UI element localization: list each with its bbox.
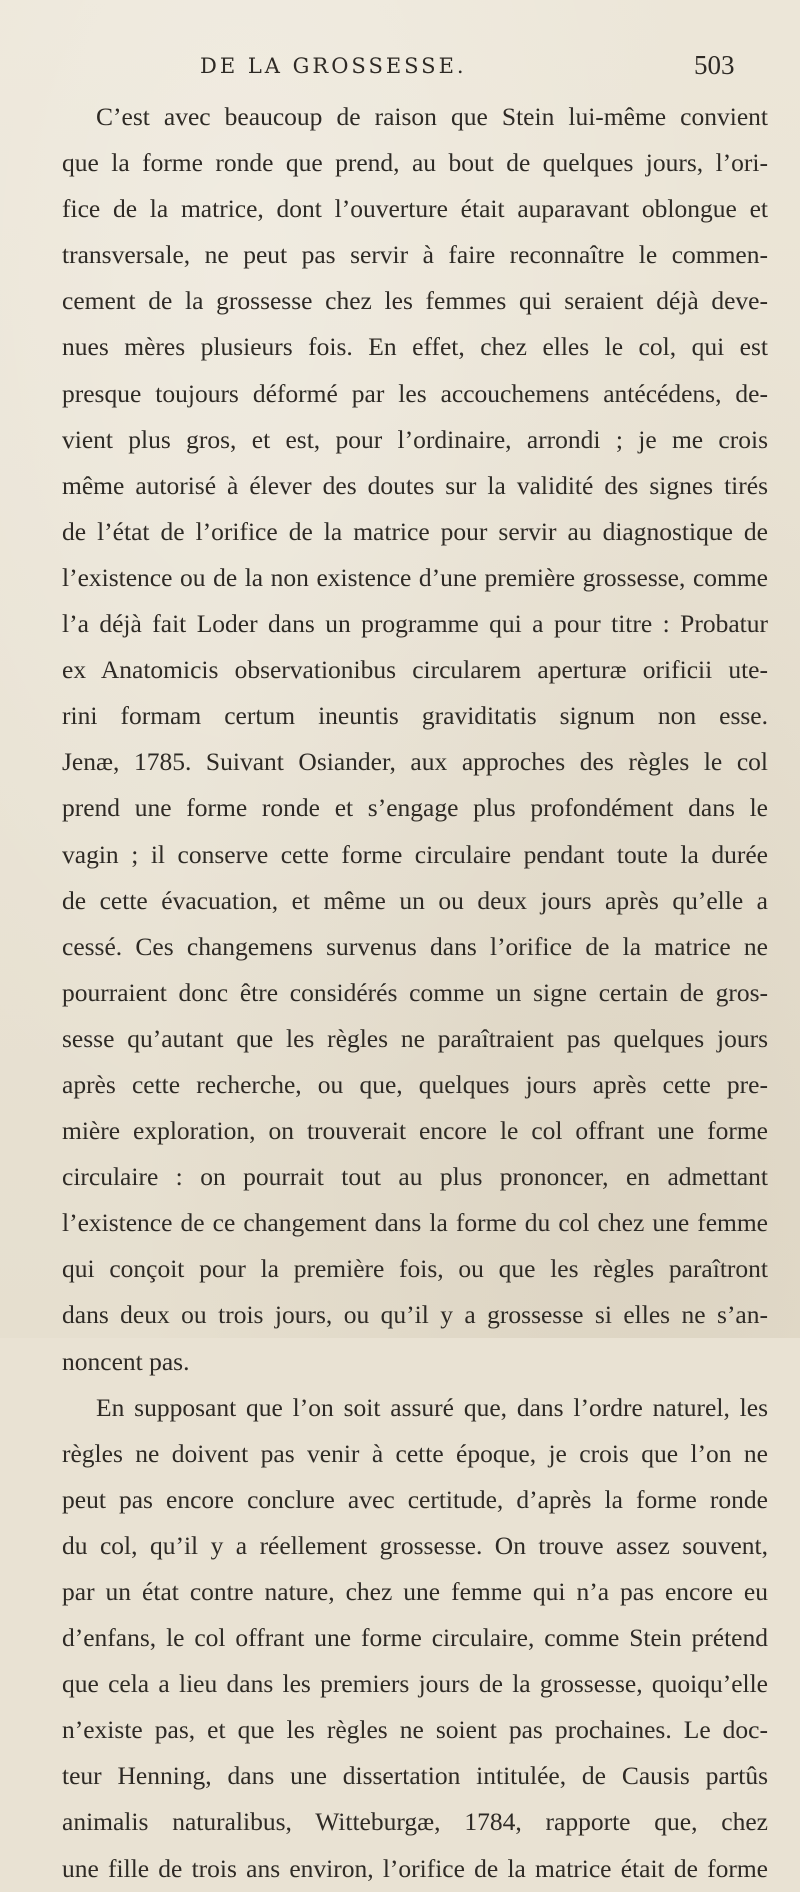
text-line: mière exploration, on trouverait encore le col offrant une forme: [62, 1116, 768, 1146]
text-line: l’existence ou de la non existence d’une première grossesse, comme: [62, 562, 768, 592]
text-line: dans deux ou trois jours, ou qu’il y a grossesse si elles ne s’an-: [62, 1300, 768, 1330]
text-line: que la forme ronde que prend, au bout de quelques jours, l’ori-: [62, 148, 768, 178]
text-line: vagin ; il conserve cette forme circulaire pendant toute la durée: [62, 839, 768, 869]
text-line: cement de la grossesse chez les femmes qui seraient déjà deve-: [62, 286, 768, 316]
text-line: du col, qu’il y a réellement grossesse. On trouve assez souvent,: [62, 1530, 768, 1560]
text-line: après cette recherche, ou que, quelques jours après cette pre-: [62, 1069, 768, 1099]
text-line: que cela a lieu dans les premiers jours de la grossesse, quoiqu’elle: [62, 1669, 768, 1699]
text-line: teur Henning, dans une dissertation intitulée, de Causis partûs: [62, 1761, 768, 1791]
text-line: C’est avec beaucoup de raison que Stein lui-même convient: [96, 102, 768, 131]
text-line: animalis naturalibus, Witteburgæ, 1784, rapporte que, chez: [62, 1807, 768, 1837]
text-line: qui conçoit pour la première fois, ou que les règles paraîtront: [62, 1254, 768, 1284]
text-line: noncent pas.: [62, 1346, 190, 1376]
text-line: Jenæ, 1785. Suivant Osiander, aux approches des règles le col: [62, 747, 768, 777]
page-number: 503: [694, 50, 735, 80]
text-line: règles ne doivent pas venir à cette époque, je crois que l’on ne: [62, 1438, 768, 1468]
running-head: DE LA GROSSESSE.: [200, 54, 467, 78]
body-text: [62, 94, 768, 1892]
text-line: une fille de trois ans environ, l’orifice de la matrice était de forme: [62, 1853, 768, 1883]
text-line: nues mères plusieurs fois. En effet, chez elles le col, qui est: [62, 332, 768, 362]
text-line: cessé. Ces changemens survenus dans l’orifice de la matrice ne: [62, 931, 768, 961]
text-line: l’a déjà fait Loder dans un programme qui a pour titre : Probatur: [62, 609, 768, 639]
text-line: ex Anatomicis observationibus circularem aperturæ orificii ute-: [62, 655, 768, 685]
text-line: par un état contre nature, chez une femme qui n’a pas encore eu: [62, 1577, 768, 1606]
text-line: peut pas encore conclure avec certitude, d’après la forme ronde: [62, 1484, 768, 1514]
text-line: fice de la matrice, dont l’ouverture était auparavant oblongue et: [62, 194, 768, 224]
text-line: presque toujours déformé par les accouchemens antécédens, de-: [62, 378, 768, 408]
text-line: même autorisé à élever des doutes sur la validité des signes tirés: [62, 470, 768, 500]
text-line: sesse qu’autant que les règles ne paraîtraient pas quelques jours: [62, 1023, 768, 1053]
text-line: de cette évacuation, et même un ou deux jours après qu’elle a: [62, 885, 768, 915]
text-line: vient plus gros, et est, pour l’ordinaire, arrondi ; je me crois: [62, 424, 768, 454]
text-line: transversale, ne peut pas servir à faire reconnaître le commen-: [62, 240, 768, 270]
text-line: rini formam certum ineuntis graviditatis signum non esse.: [62, 701, 768, 731]
text-line: pourraient donc être considérés comme un signe certain de gros-: [62, 977, 768, 1007]
text-line: En supposant que l’on soit assuré que, dans l’ordre naturel, les: [96, 1392, 768, 1422]
text-line: n’existe pas, et que les règles ne soient pas prochaines. Le doc-: [62, 1715, 768, 1745]
page-header: [0, 50, 800, 94]
text-line: circulaire : on pourrait tout au plus prononcer, en admettant: [62, 1162, 768, 1192]
text-line: d’enfans, le col offrant une forme circulaire, comme Stein prétend: [62, 1623, 768, 1653]
text-line: prend une forme ronde et s’engage plus profondément dans le: [62, 793, 768, 823]
text-line: l’existence de ce changement dans la forme du col chez une femme: [62, 1208, 768, 1238]
text-line: de l’état de l’orifice de la matrice pour servir au diagnostique de: [62, 516, 768, 546]
